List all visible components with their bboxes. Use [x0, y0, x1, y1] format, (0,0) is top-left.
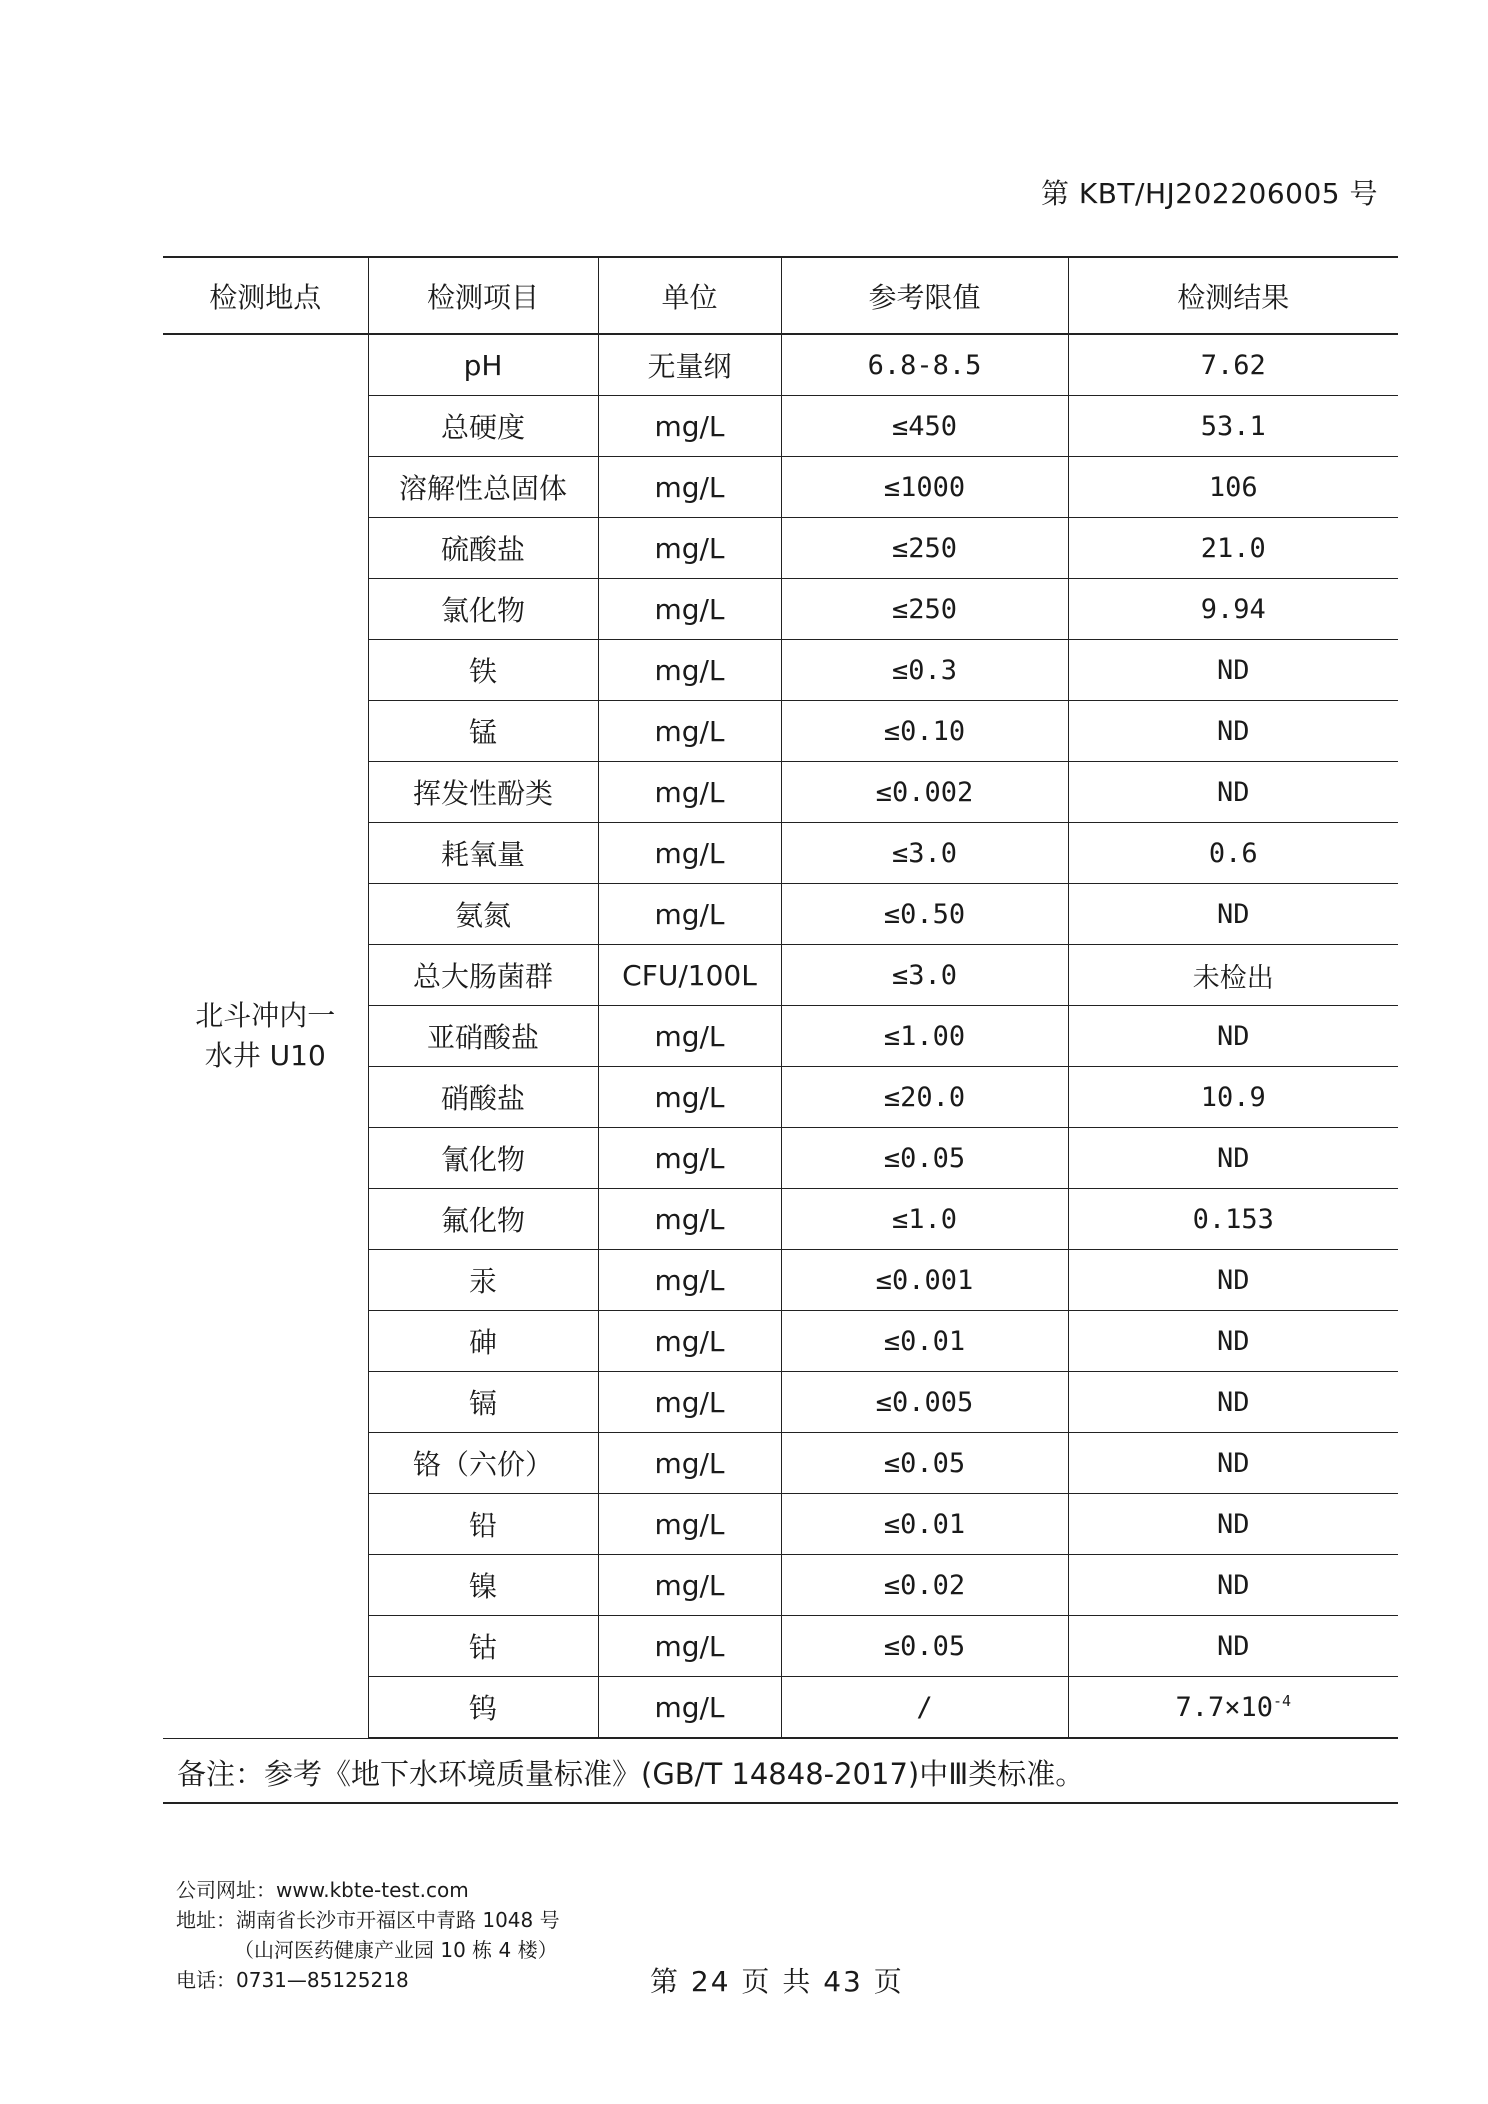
unit-cell: mg/L	[598, 884, 781, 945]
limit-cell: ≤20.0	[781, 1067, 1068, 1128]
site-cell	[163, 334, 368, 1738]
table-row	[163, 334, 1398, 396]
unit-cell: mg/L	[598, 640, 781, 701]
item-cell: 氰化物	[368, 1128, 598, 1189]
item-cell: 硫酸盐	[368, 518, 598, 579]
limit-cell: ≤1.0	[781, 1189, 1068, 1250]
table-body	[163, 334, 1398, 1738]
limit-cell: ≤0.05	[781, 1433, 1068, 1494]
unit-cell: mg/L	[598, 762, 781, 823]
result-base: 7.7×10	[1175, 1691, 1273, 1723]
result-cell: ND	[1068, 701, 1398, 762]
limit-cell: ≤0.001	[781, 1250, 1068, 1311]
item-cell: 总硬度	[368, 396, 598, 457]
unit-cell: mg/L	[598, 1677, 781, 1739]
result-cell: ND	[1068, 1311, 1398, 1372]
result-cell: ND	[1068, 1006, 1398, 1067]
item-cell: 总大肠菌群	[368, 945, 598, 1006]
unit-cell: mg/L	[598, 1555, 781, 1616]
test-results-table	[163, 256, 1398, 1739]
unit-cell: mg/L	[598, 1311, 781, 1372]
company-address-detail: （山河医药健康产业园 10 栋 4 楼）	[234, 1938, 558, 1962]
result-cell: ND	[1068, 884, 1398, 945]
item-cell: 硝酸盐	[368, 1067, 598, 1128]
company-footer	[176, 1875, 560, 1995]
limit-cell: ≤0.05	[781, 1616, 1068, 1677]
limit-cell: ≤0.50	[781, 884, 1068, 945]
result-cell: 10.9	[1068, 1067, 1398, 1128]
result-cell: ND	[1068, 1372, 1398, 1433]
limit-cell: ≤0.02	[781, 1555, 1068, 1616]
limit-cell: 6.8-8.5	[781, 334, 1068, 396]
report-number: 第 KBT/HJ202206005 号	[1040, 177, 1378, 210]
limit-cell: ≤0.01	[781, 1494, 1068, 1555]
result-cell: ND	[1068, 640, 1398, 701]
unit-cell: 无量纲	[598, 334, 781, 396]
header-result: 检测结果	[1068, 257, 1398, 334]
unit-cell: mg/L	[598, 823, 781, 884]
limit-cell: ≤250	[781, 518, 1068, 579]
item-cell: 氯化物	[368, 579, 598, 640]
table-header-row	[163, 257, 1398, 334]
item-cell: 钴	[368, 1616, 598, 1677]
header-unit: 单位	[598, 257, 781, 334]
limit-cell: ≤0.05	[781, 1128, 1068, 1189]
item-cell: pH	[368, 334, 598, 396]
header-site: 检测地点	[163, 257, 368, 334]
result-cell: ND	[1068, 1494, 1398, 1555]
limit-cell: ≤450	[781, 396, 1068, 457]
result-cell: ND	[1068, 1433, 1398, 1494]
result-cell: 9.94	[1068, 579, 1398, 640]
page-number: 第 24 页 共 43 页	[650, 1965, 904, 1998]
header-limit: 参考限值	[781, 257, 1068, 334]
company-address: 地址：湖南省长沙市开福区中青路 1048 号	[176, 1908, 560, 1932]
result-exponent: -4	[1272, 1691, 1292, 1710]
item-cell: 亚硝酸盐	[368, 1006, 598, 1067]
result-cell: 106	[1068, 457, 1398, 518]
item-cell: 砷	[368, 1311, 598, 1372]
item-cell: 镍	[368, 1555, 598, 1616]
unit-cell: mg/L	[598, 457, 781, 518]
item-cell: 耗氧量	[368, 823, 598, 884]
unit-cell: mg/L	[598, 1494, 781, 1555]
result-cell: ND	[1068, 762, 1398, 823]
result-cell: 0.153	[1068, 1189, 1398, 1250]
limit-cell: ≤3.0	[781, 823, 1068, 884]
limit-cell: ≤1.00	[781, 1006, 1068, 1067]
company-phone: 电话：0731—85125218	[176, 1968, 409, 1992]
limit-cell: ≤0.01	[781, 1311, 1068, 1372]
item-cell: 氟化物	[368, 1189, 598, 1250]
result-cell: ND	[1068, 1128, 1398, 1189]
item-cell: 铅	[368, 1494, 598, 1555]
unit-cell: mg/L	[598, 1433, 781, 1494]
company-website: 公司网址：www.kbte-test.com	[176, 1878, 469, 1902]
item-cell: 氨氮	[368, 884, 598, 945]
limit-cell: ≤1000	[781, 457, 1068, 518]
result-cell: 未检出	[1068, 945, 1398, 1006]
result-cell: 7.62	[1068, 334, 1398, 396]
result-cell: 21.0	[1068, 518, 1398, 579]
unit-cell: mg/L	[598, 701, 781, 762]
limit-cell: ≤0.005	[781, 1372, 1068, 1433]
item-cell: 钨	[368, 1677, 598, 1739]
result-cell: ND	[1068, 1616, 1398, 1677]
unit-cell: mg/L	[598, 1128, 781, 1189]
unit-cell: mg/L	[598, 1189, 781, 1250]
result-cell	[1068, 1677, 1398, 1739]
item-cell: 溶解性总固体	[368, 457, 598, 518]
item-cell: 铬（六价）	[368, 1433, 598, 1494]
item-cell: 镉	[368, 1372, 598, 1433]
limit-cell: ≤0.10	[781, 701, 1068, 762]
site-name-line2: 水井 U10	[204, 1039, 326, 1073]
limit-cell: ≤3.0	[781, 945, 1068, 1006]
header-item: 检测项目	[368, 257, 598, 334]
unit-cell: mg/L	[598, 518, 781, 579]
item-cell: 挥发性酚类	[368, 762, 598, 823]
item-cell: 汞	[368, 1250, 598, 1311]
limit-cell: ≤0.002	[781, 762, 1068, 823]
unit-cell: mg/L	[598, 1250, 781, 1311]
limit-cell: /	[781, 1677, 1068, 1739]
result-cell: 53.1	[1068, 396, 1398, 457]
unit-cell: mg/L	[598, 1616, 781, 1677]
remark-note: 备注：参考《地下水环境质量标准》(GB/T 14848-2017)中Ⅲ类标准。	[163, 1744, 1398, 1804]
unit-cell: mg/L	[598, 1067, 781, 1128]
item-cell: 锰	[368, 701, 598, 762]
result-cell: 0.6	[1068, 823, 1398, 884]
result-cell: ND	[1068, 1250, 1398, 1311]
unit-cell: CFU/100L	[598, 945, 781, 1006]
result-cell: ND	[1068, 1555, 1398, 1616]
unit-cell: mg/L	[598, 579, 781, 640]
unit-cell: mg/L	[598, 396, 781, 457]
item-cell: 铁	[368, 640, 598, 701]
site-name-line1: 北斗冲内一	[195, 999, 336, 1033]
limit-cell: ≤0.3	[781, 640, 1068, 701]
unit-cell: mg/L	[598, 1372, 781, 1433]
limit-cell: ≤250	[781, 579, 1068, 640]
unit-cell: mg/L	[598, 1006, 781, 1067]
